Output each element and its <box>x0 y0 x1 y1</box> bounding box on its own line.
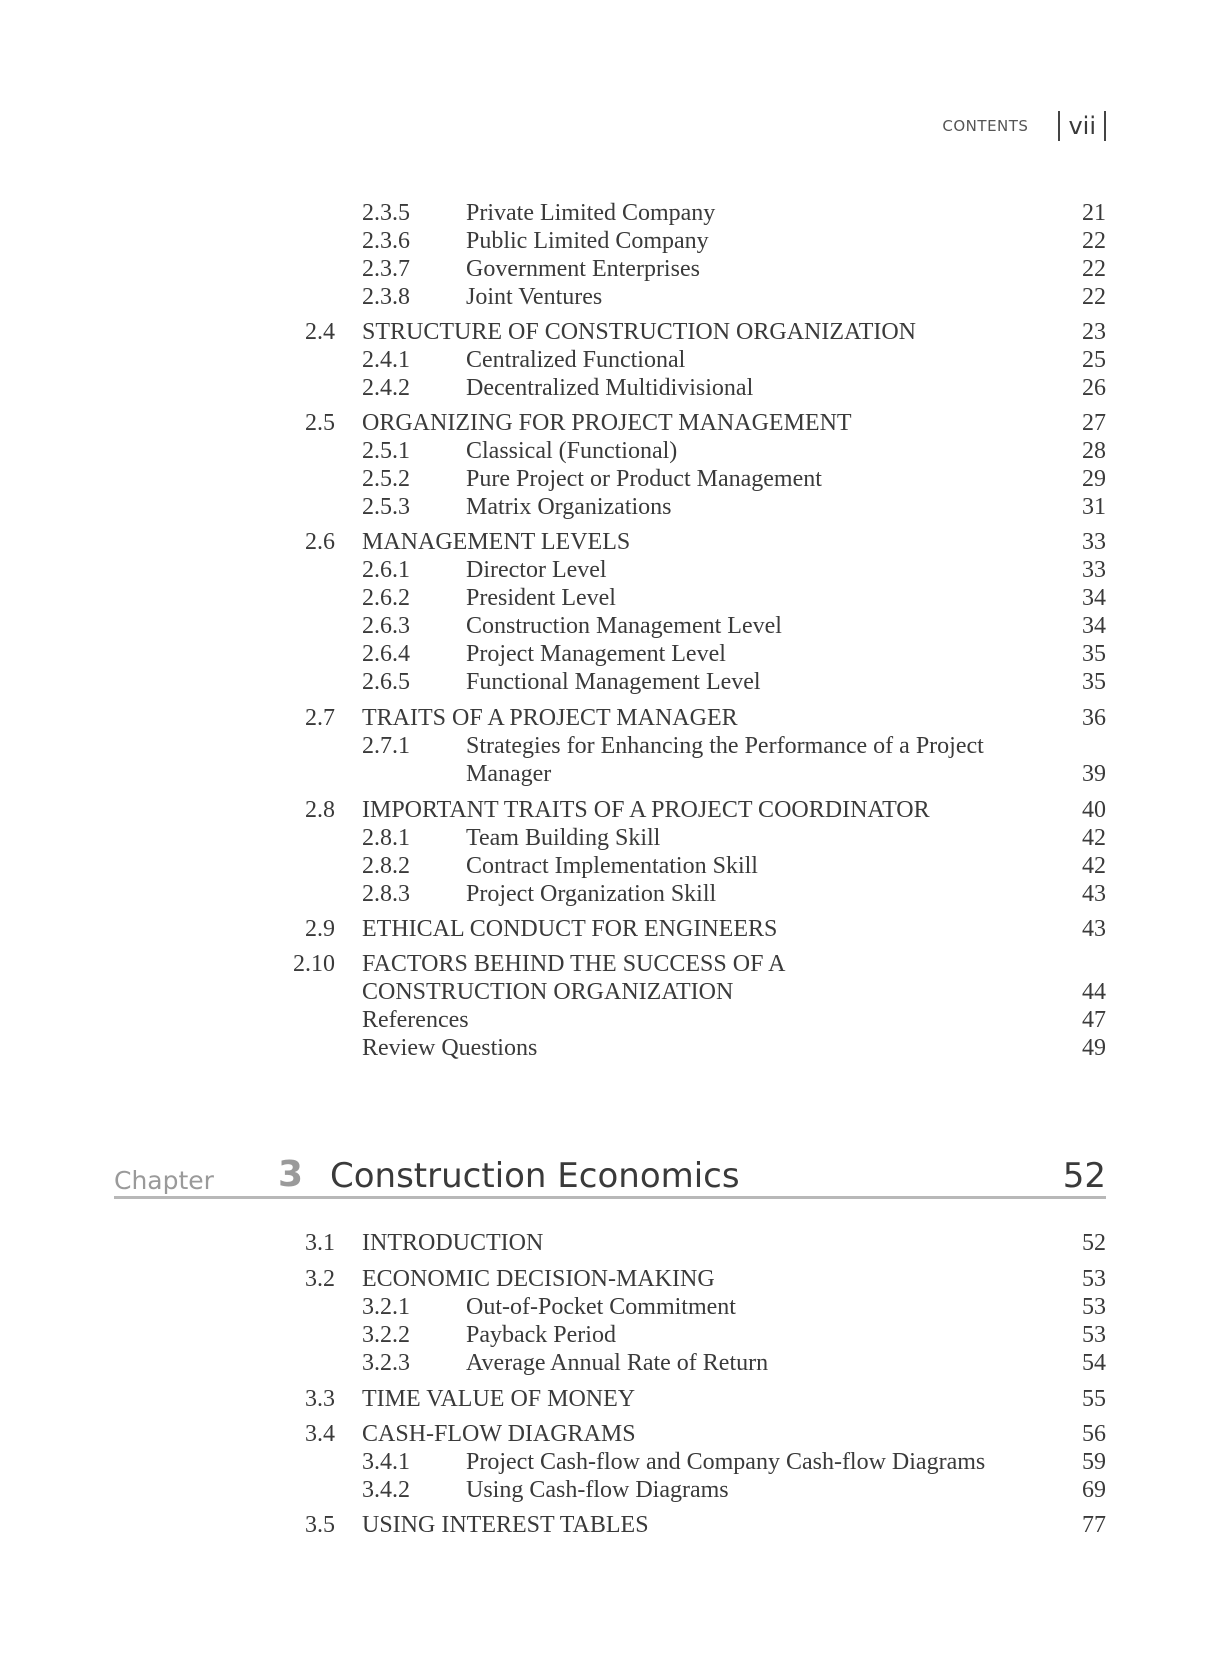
entry-page-number: 26 <box>1082 375 1106 401</box>
entry-title: CASH-FLOW DIAGRAMS <box>362 1421 636 1447</box>
entry-page-number: 34 <box>1082 613 1106 639</box>
entry-number: 2.3.7 <box>362 256 410 282</box>
entry-title: Average Annual Rate of Return <box>466 1350 769 1376</box>
entry-page-number: 27 <box>1082 410 1106 436</box>
entry-page-number: 21 <box>1082 200 1106 226</box>
running-head-divider <box>1058 111 1060 141</box>
entry-page-number: 34 <box>1082 585 1106 611</box>
entry-number: 3.2 <box>305 1266 335 1292</box>
entry-number: 3.4.2 <box>362 1477 410 1503</box>
entry-number: 2.5.1 <box>362 438 410 464</box>
toc-section-entry <box>0 914 1214 944</box>
toc-section-entry <box>0 408 1214 438</box>
toc-subsection-entry <box>0 1320 1214 1350</box>
chapter-page-number: 52 <box>1062 1156 1106 1196</box>
entry-title: Pure Project or Product Management <box>466 466 822 492</box>
entry-title: ETHICAL CONDUCT FOR ENGINEERS <box>362 916 778 942</box>
toc-section-entry <box>0 1510 1214 1540</box>
entry-title: References <box>362 1007 469 1033</box>
entry-page-number: 69 <box>1082 1477 1106 1503</box>
entry-title: Functional Management Level <box>466 669 761 695</box>
entry-title: STRUCTURE OF CONSTRUCTION ORGANIZATION <box>362 319 917 345</box>
entry-title: TIME VALUE OF MONEY <box>362 1386 636 1412</box>
entry-page-number: 42 <box>1082 853 1106 879</box>
entry-page-number: 25 <box>1082 347 1106 373</box>
entry-page-number: 77 <box>1082 1512 1106 1538</box>
entry-title: TRAITS OF A PROJECT MANAGER <box>362 705 738 731</box>
entry-number: 2.9 <box>305 916 335 942</box>
entry-number: 2.10 <box>293 951 335 977</box>
entry-title: Private Limited Company <box>466 200 716 226</box>
entry-title: Matrix Organizations <box>466 494 672 520</box>
entry-page-number: 29 <box>1082 466 1106 492</box>
toc-subsection-entry <box>0 226 1214 256</box>
entry-number: 3.4 <box>305 1421 335 1447</box>
toc-subsection-entry <box>0 851 1214 881</box>
entry-number: 2.4.1 <box>362 347 410 373</box>
entry-number: 2.7 <box>305 705 335 731</box>
entry-number: 3.2.3 <box>362 1350 410 1376</box>
toc-subsection-entry <box>0 1348 1214 1378</box>
toc-section-entry <box>0 1228 1214 1258</box>
entry-title: Director Level <box>466 557 607 583</box>
entry-number: 3.2.2 <box>362 1322 410 1348</box>
entry-page-number: 35 <box>1082 669 1106 695</box>
entry-page-number: 22 <box>1082 284 1106 310</box>
toc-subsection-entry <box>0 345 1214 375</box>
entry-number: 2.5 <box>305 410 335 436</box>
toc-subsection-entry <box>0 583 1214 613</box>
chapter-number: 3 <box>278 1154 304 1195</box>
toc-subsection-entry <box>0 373 1214 403</box>
chapter-label: Chapter <box>114 1166 214 1195</box>
entry-number: 3.1 <box>305 1230 335 1256</box>
toc-subsection-entry <box>0 464 1214 494</box>
entry-page-number: 28 <box>1082 438 1106 464</box>
entry-title: Project Organization Skill <box>466 881 717 907</box>
entry-number: 2.4.2 <box>362 375 410 401</box>
entry-page-number: 40 <box>1082 797 1106 823</box>
entry-title: Manager <box>466 761 552 787</box>
toc-section-entry <box>0 317 1214 347</box>
entry-title: President Level <box>466 585 616 611</box>
entry-page-number: 43 <box>1082 916 1106 942</box>
entry-title: Joint Ventures <box>466 284 603 310</box>
entry-title: Classical (Functional) <box>466 438 678 464</box>
running-head-divider <box>1104 111 1106 141</box>
toc-subsection-entry <box>0 639 1214 669</box>
entry-number: 2.6.3 <box>362 613 410 639</box>
entry-title: FACTORS BEHIND THE SUCCESS OF A <box>362 951 786 977</box>
entry-number: 2.3.5 <box>362 200 410 226</box>
toc-section-entry <box>0 1005 1214 1035</box>
toc-subsection-entry <box>0 823 1214 853</box>
entry-title: ORGANIZING FOR PROJECT MANAGEMENT <box>362 410 852 436</box>
entry-title: Centralized Functional <box>466 347 686 373</box>
entry-page-number: 43 <box>1082 881 1106 907</box>
entry-title: MANAGEMENT LEVELS <box>362 529 631 555</box>
entry-title: Team Building Skill <box>466 825 661 851</box>
entry-title: Using Cash-flow Diagrams <box>466 1477 729 1503</box>
entry-page-number: 42 <box>1082 825 1106 851</box>
entry-page-number: 53 <box>1082 1294 1106 1320</box>
entry-title: ECONOMIC DECISION-MAKING <box>362 1266 715 1292</box>
entry-page-number: 22 <box>1082 256 1106 282</box>
entry-title: Review Questions <box>362 1035 538 1061</box>
toc-section-entry <box>0 703 1214 733</box>
toc-subsection-entry <box>0 731 1214 761</box>
entry-page-number: 53 <box>1082 1322 1106 1348</box>
chapter-title: Construction Economics <box>330 1156 740 1196</box>
entry-title: Public Limited Company <box>466 228 709 254</box>
entry-number: 2.6.1 <box>362 557 410 583</box>
entry-number: 2.5.2 <box>362 466 410 492</box>
running-head <box>942 110 1106 142</box>
entry-title: Out-of-Pocket Commitment <box>466 1294 736 1320</box>
toc-section-entry <box>0 977 1214 1007</box>
entry-number: 3.2.1 <box>362 1294 410 1320</box>
entry-page-number: 49 <box>1082 1035 1106 1061</box>
entry-number: 3.5 <box>305 1512 335 1538</box>
chapter-heading <box>0 1152 1214 1200</box>
entry-number: 2.7.1 <box>362 733 410 759</box>
entry-page-number: 56 <box>1082 1421 1106 1447</box>
entry-number: 2.6.4 <box>362 641 410 667</box>
entry-number: 2.3.6 <box>362 228 410 254</box>
entry-page-number: 39 <box>1082 761 1106 787</box>
entry-number: 2.6 <box>305 529 335 555</box>
entry-page-number: 47 <box>1082 1007 1106 1033</box>
toc-subsection-entry <box>0 254 1214 284</box>
entry-page-number: 33 <box>1082 557 1106 583</box>
toc-section-entry <box>0 795 1214 825</box>
entry-page-number: 55 <box>1082 1386 1106 1412</box>
entry-number: 2.6.2 <box>362 585 410 611</box>
toc-subsection-entry <box>0 611 1214 641</box>
entry-title: Project Management Level <box>466 641 726 667</box>
entry-page-number: 54 <box>1082 1350 1106 1376</box>
running-head-page-number: vii <box>1068 112 1096 140</box>
entry-page-number: 33 <box>1082 529 1106 555</box>
running-head-label: CONTENTS <box>942 117 1029 135</box>
entry-number: 3.4.1 <box>362 1449 410 1475</box>
entry-title: INTRODUCTION <box>362 1230 544 1256</box>
entry-title: IMPORTANT TRAITS OF A PROJECT COORDINATOR <box>362 797 930 823</box>
toc-subsection-entry <box>0 1447 1214 1477</box>
entry-page-number: 35 <box>1082 641 1106 667</box>
entry-title: Payback Period <box>466 1322 616 1348</box>
entry-number: 2.6.5 <box>362 669 410 695</box>
entry-page-number: 53 <box>1082 1266 1106 1292</box>
toc-section-entry <box>0 949 1214 979</box>
toc-section-entry <box>0 527 1214 557</box>
entry-title: USING INTEREST TABLES <box>362 1512 649 1538</box>
toc-subsection-entry <box>0 1475 1214 1505</box>
toc-subsection-entry <box>0 198 1214 228</box>
toc-subsection-entry <box>0 492 1214 522</box>
entry-title: Construction Management Level <box>466 613 782 639</box>
toc-subsection-entry <box>0 879 1214 909</box>
toc-subsection-entry <box>0 1292 1214 1322</box>
entry-title: Strategies for Enhancing the Performance of a Project <box>466 733 984 759</box>
entry-number: 2.8.2 <box>362 853 410 879</box>
entry-title: Project Cash-flow and Company Cash-flow Diagrams <box>466 1449 986 1475</box>
entry-number: 2.8.1 <box>362 825 410 851</box>
toc-subsection-entry <box>0 667 1214 697</box>
toc-section-entry <box>0 1033 1214 1063</box>
entry-page-number: 31 <box>1082 494 1106 520</box>
entry-page-number: 59 <box>1082 1449 1106 1475</box>
entry-title: Decentralized Multidivisional <box>466 375 754 401</box>
entry-page-number: 23 <box>1082 319 1106 345</box>
entry-page-number: 52 <box>1082 1230 1106 1256</box>
toc-subsection-entry <box>0 759 1214 789</box>
entry-number: 2.8 <box>305 797 335 823</box>
entry-title: Government Enterprises <box>466 256 700 282</box>
toc-section-entry <box>0 1384 1214 1414</box>
entry-page-number: 22 <box>1082 228 1106 254</box>
chapter-rule <box>114 1196 1106 1199</box>
toc-subsection-entry <box>0 282 1214 312</box>
toc-section-entry <box>0 1419 1214 1449</box>
entry-page-number: 36 <box>1082 705 1106 731</box>
toc-subsection-entry <box>0 555 1214 585</box>
entry-title: CONSTRUCTION ORGANIZATION <box>362 979 734 1005</box>
entry-number: 2.4 <box>305 319 335 345</box>
entry-title: Contract Implementation Skill <box>466 853 758 879</box>
entry-number: 2.3.8 <box>362 284 410 310</box>
toc-subsection-entry <box>0 436 1214 466</box>
toc-section-entry <box>0 1264 1214 1294</box>
entry-page-number: 44 <box>1082 979 1106 1005</box>
entry-number: 2.8.3 <box>362 881 410 907</box>
entry-number: 2.5.3 <box>362 494 410 520</box>
entry-number: 3.3 <box>305 1386 335 1412</box>
